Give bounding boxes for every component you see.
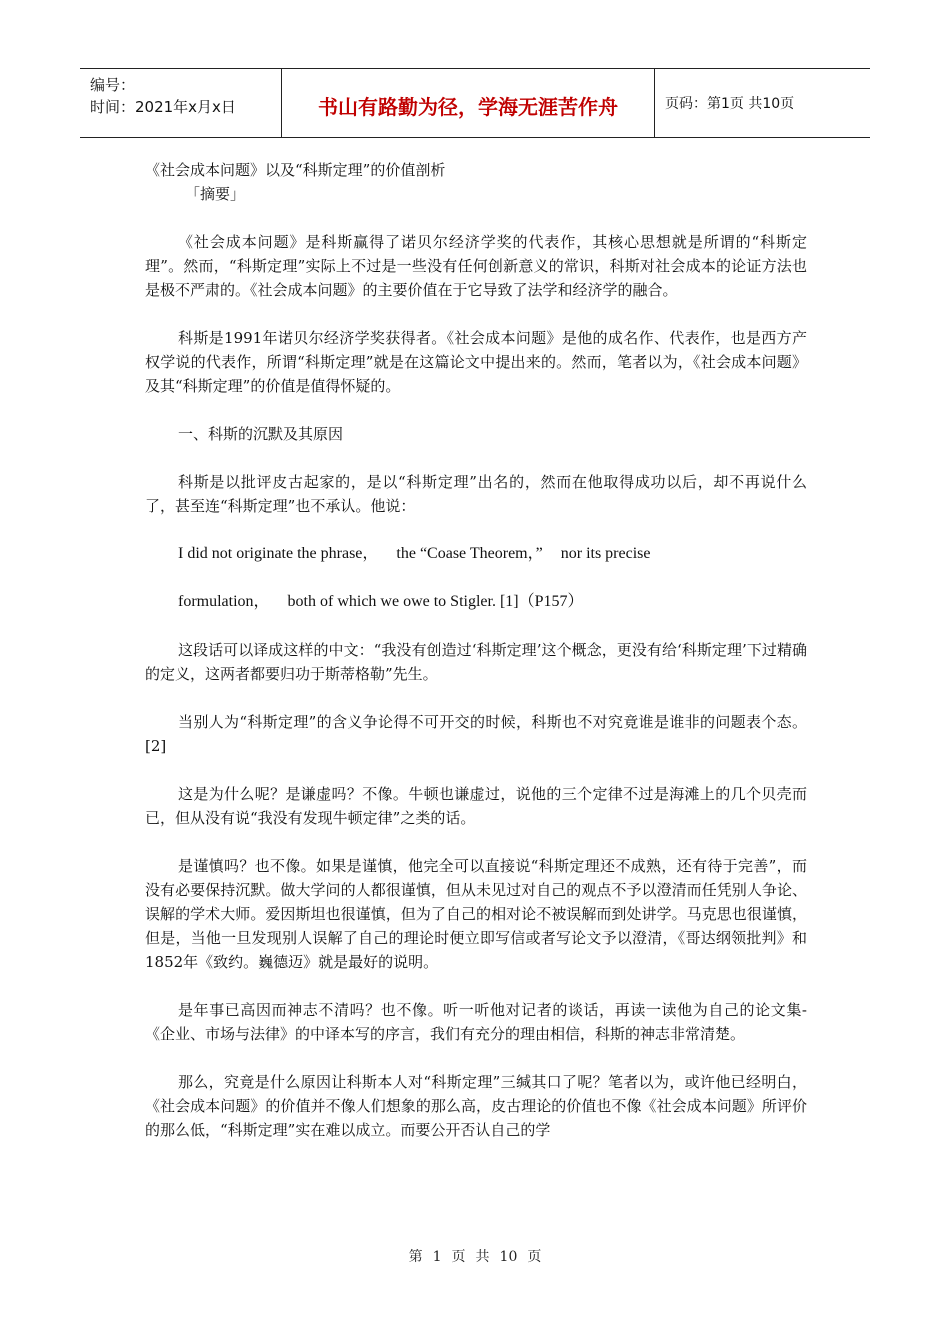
document-date-label: 时间：2021年x月x日: [90, 98, 236, 116]
quote-fragment: I did not originate the phrase，: [178, 545, 379, 562]
footer-part: 页: [451, 1249, 466, 1265]
document-title: 《社会成本问题》以及“科斯定理”的价值剖析: [145, 161, 446, 179]
quote-line: [178, 590, 807, 614]
page-footer: [0, 1246, 950, 1266]
footer-page-number: 1: [432, 1249, 442, 1265]
footer-part: 共: [475, 1249, 490, 1265]
header-meta: [80, 69, 282, 137]
paragraph: 科斯是以批评皮古起家的，是以“科斯定理”出名的，然而在他取得成功以后，却不再说什么了，甚至连“科斯定理”也不承认。他说：: [145, 473, 807, 515]
quote-fragment: formulation，: [178, 593, 270, 610]
quote-fragment: nor its precise: [560, 545, 651, 562]
document-body: [145, 158, 807, 1142]
footer-page-total: 10: [499, 1249, 518, 1265]
page-header: [80, 68, 870, 138]
header-motto: 书山有路勤为径，学海无涯苦作舟: [282, 69, 655, 137]
footer-part: 页: [527, 1249, 542, 1265]
paragraph: 那么，究竟是什么原因让科斯本人对“科斯定理”三缄其口了呢？笔者以为，或许他已经明白，《社会成本问题》的价值并不像人们想象的那么高，皮古理论的价值也不像《社会成本问题》所评价的那么低，“科斯定理”实在难以成立。而要公开否认自己的学: [145, 1073, 807, 1139]
paragraph: 是年事已高因而神志不清吗？也不像。听一听他对记者的谈话，再读一读他为自己的论文集-《企业、市场与法律》的中译本写的序言，我们有充分的理由相信，科斯的神志非常清楚。: [145, 1001, 807, 1043]
quote-line: [178, 542, 807, 566]
paragraph: 是谨慎吗？也不像。如果是谨慎，他完全可以直接说“科斯定理还不成熟，还有待于完善”，而没有必要保持沉默。做大学问的人都很谨慎，但从未见过对自己的观点不予以澄清而任凭别人争论、误解的学术大师。爱因斯坦也很谨慎，但为了自己的相对论不被误解而到处讲学。马克思也很谨慎，但是，当他一旦发现别人误解了自己的理论时便立即写信或者写论文予以澄清，《哥达纲领批判》和1852年《致约。巍德迈》就是最好的说明。: [145, 857, 807, 971]
paragraph: 科斯是1991年诺贝尔经济学奖获得者。《社会成本问题》是他的成名作、代表作，也是西方产权学说的代表作，所谓“科斯定理”就是在这篇论文中提出来的。然而，笔者以为，《社会成本问题》及其“科斯定理”的价值是值得怀疑的。: [145, 329, 807, 395]
abstract-label: 「摘要」: [185, 185, 246, 203]
paragraph: 当别人为“科斯定理”的含义争论得不可开交的时候，科斯也不对究竟谁是谁非的问题表个态。[2]: [145, 713, 807, 755]
quote-fragment: the “Coase Theorem，”: [396, 545, 543, 562]
header-page-info: 页码：第1页 共10页: [665, 96, 795, 112]
quote-fragment: both of which we owe to Stigler. [1]（P157）: [287, 593, 584, 610]
section-heading: 一、科斯的沉默及其原因: [178, 425, 344, 443]
paragraph: 《社会成本问题》是科斯赢得了诺贝尔经济学奖的代表作，其核心思想就是所谓的“科斯定理”。然而，“科斯定理”实际上不过是一些没有任何创新意义的常识，科斯对社会成本的论证方法也是极不严肃的。《社会成本问题》的主要价值在于它导致了法学和经济学的融合。: [145, 233, 807, 299]
footer-part: 第: [408, 1249, 423, 1265]
document-number-label: 编号：: [90, 76, 136, 94]
paragraph: 这段话可以译成这样的中文：“我没有创造过‘科斯定理’这个概念，更没有给‘科斯定理’下过精确的定义，这两者都要归功于斯蒂格勒”先生。: [145, 641, 807, 683]
paragraph: 这是为什么呢？是谦虚吗？不像。牛顿也谦虚过，说他的三个定律不过是海滩上的几个贝壳而已，但从没有说“我没有发现牛顿定律”之类的话。: [145, 785, 807, 827]
